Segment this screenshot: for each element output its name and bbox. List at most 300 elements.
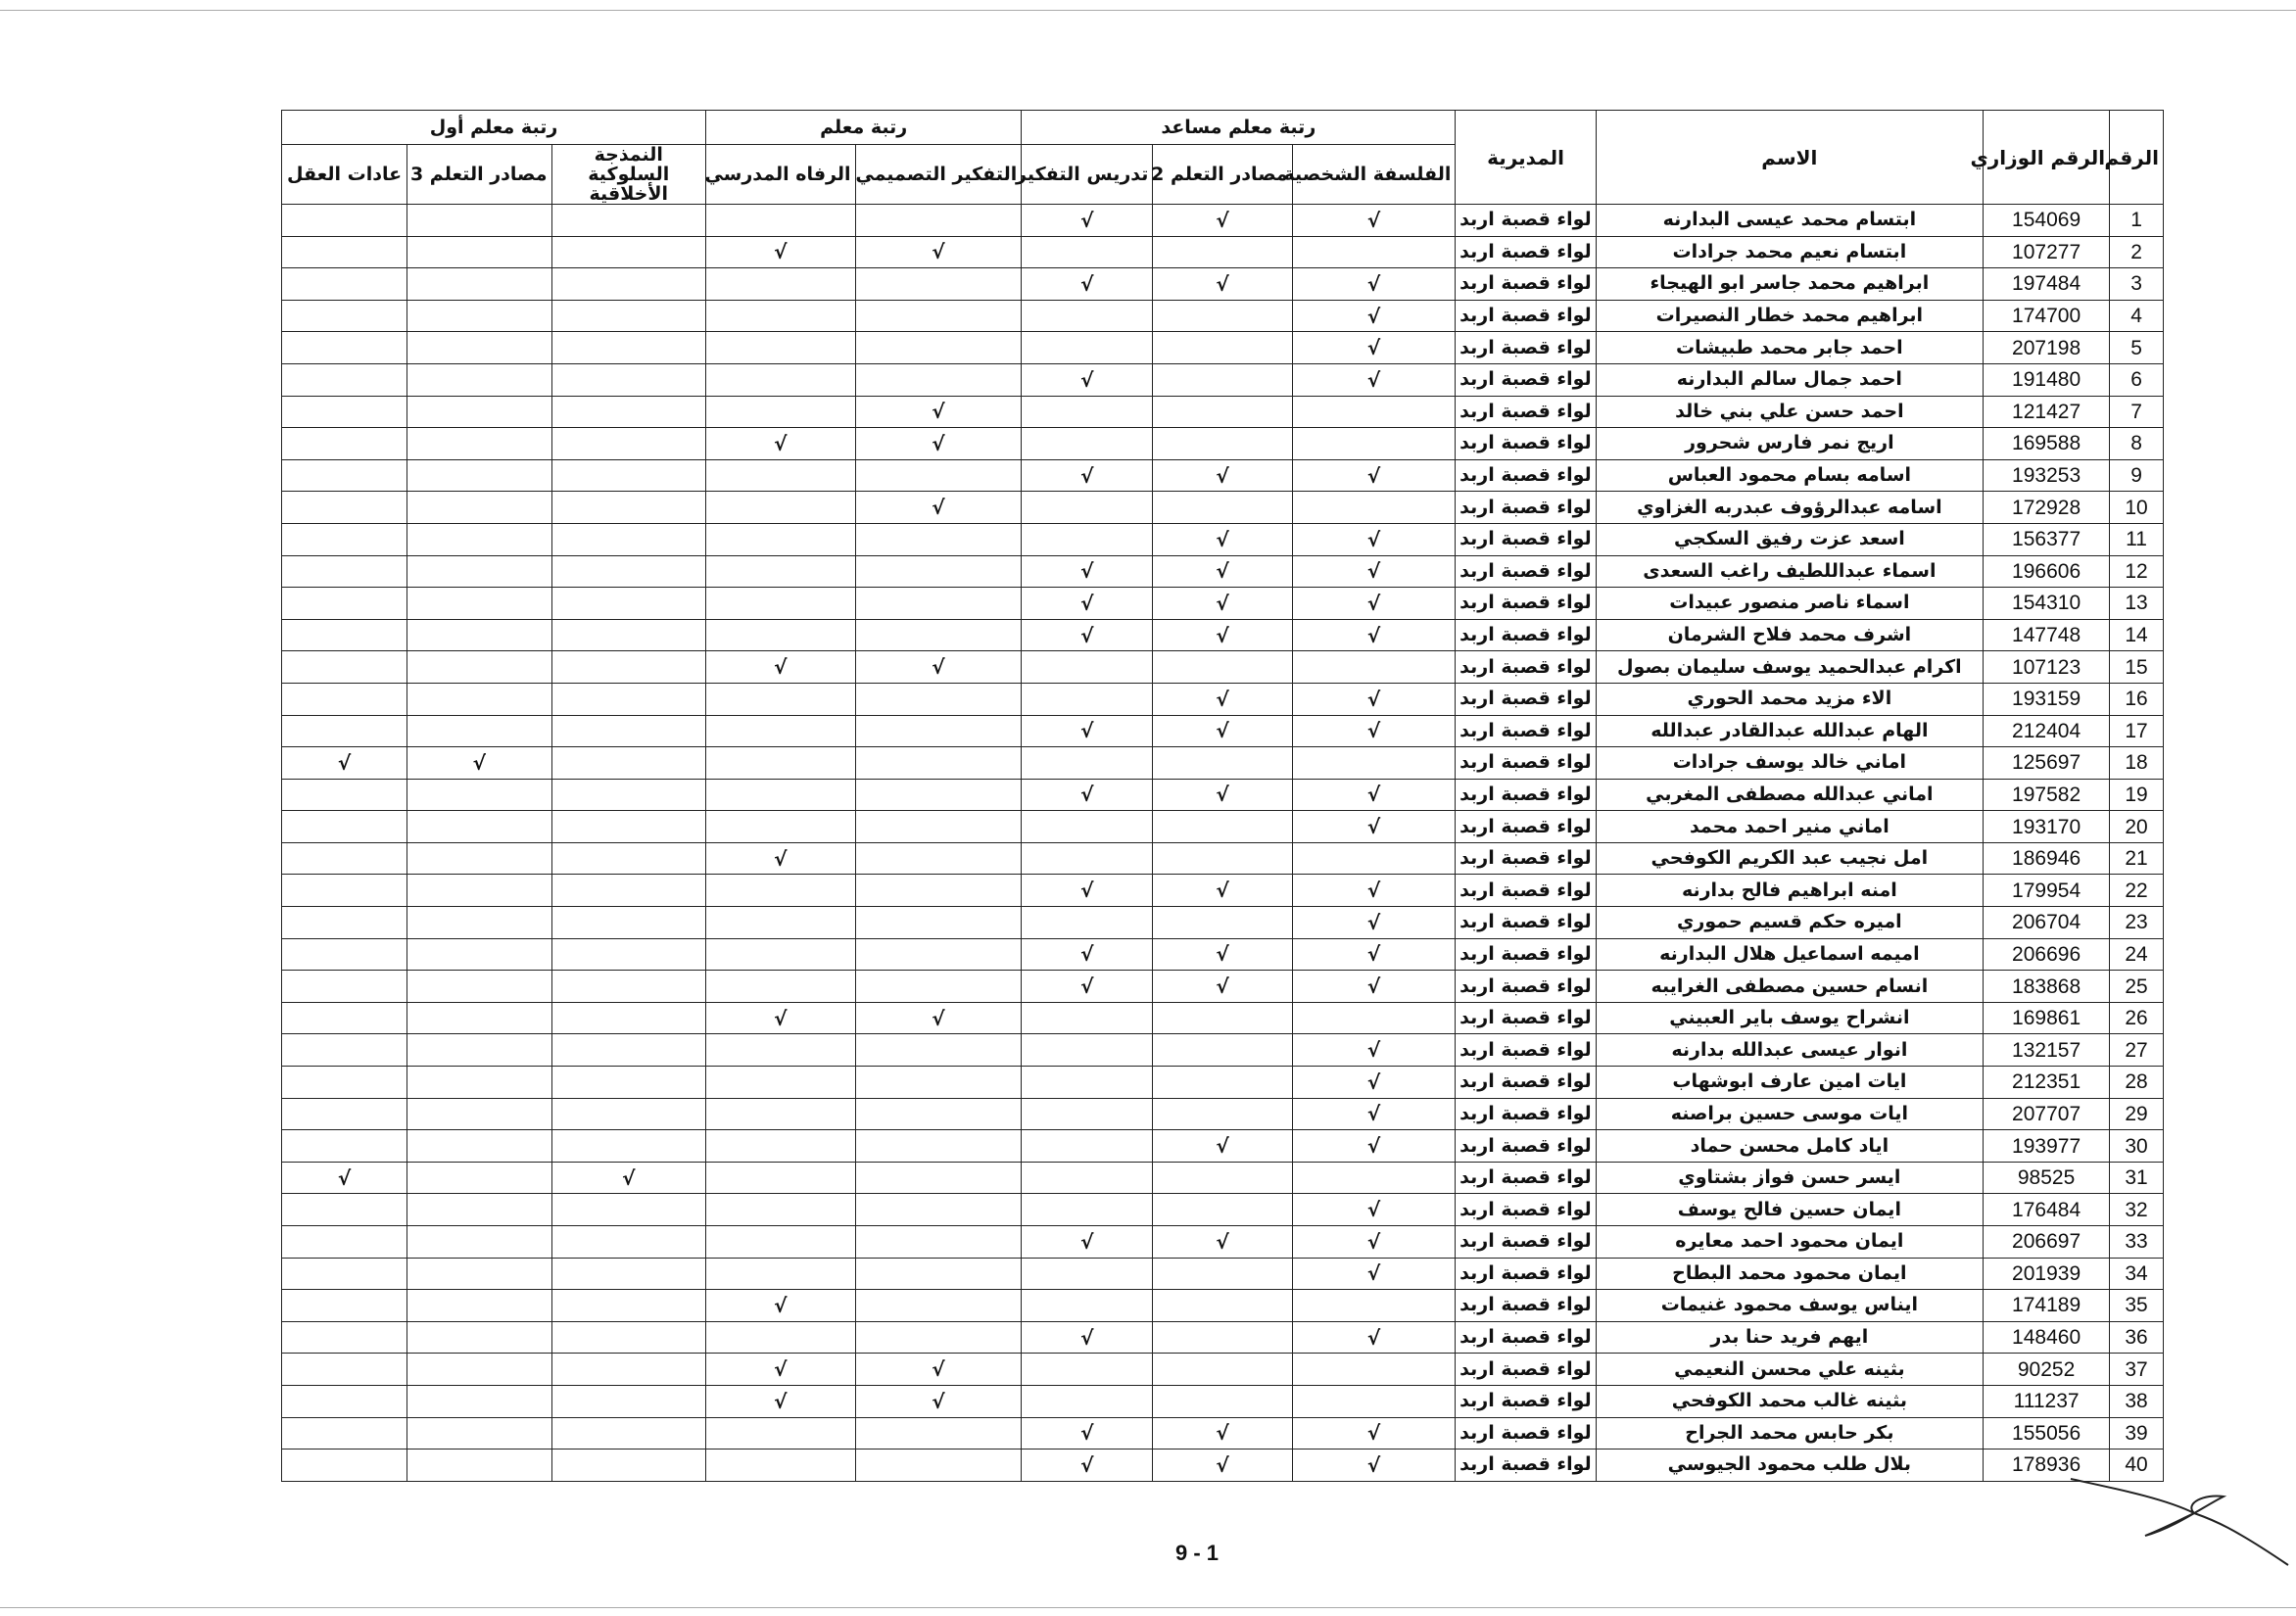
col-header-name: الاسم	[1596, 111, 1983, 205]
cell-name: اماني عبدالله مصطفى المغربي	[1596, 779, 1983, 811]
cell-teaching-thinking: √	[1022, 1226, 1153, 1259]
cell-teaching-thinking: √	[1022, 715, 1153, 747]
cell-design-thinking	[855, 971, 1022, 1003]
table-row	[282, 907, 2164, 939]
cell-school-wellbeing	[706, 332, 855, 364]
cell-ministry-id: 90252	[1984, 1354, 2110, 1386]
cell-school-wellbeing	[706, 1417, 855, 1450]
cell-design-thinking	[855, 1321, 1022, 1354]
cell-ethical-modeling	[551, 842, 706, 875]
cell-seq: 26	[2110, 1002, 2164, 1034]
col-header-teaching-thinking: تدريس التفكير	[1022, 145, 1153, 205]
cell-directorate: لواء قصبة اربد	[1456, 715, 1596, 747]
cell-design-thinking	[855, 1130, 1022, 1163]
cell-learning-sources-3	[407, 1067, 551, 1099]
table-row	[282, 715, 2164, 747]
table-row	[282, 875, 2164, 907]
cell-seq: 16	[2110, 683, 2164, 715]
table-row	[282, 619, 2164, 651]
cell-school-wellbeing	[706, 1034, 855, 1067]
cell-personal-philosophy: √	[1292, 523, 1456, 555]
cell-personal-philosophy: √	[1292, 683, 1456, 715]
cell-seq: 12	[2110, 555, 2164, 588]
cell-design-thinking	[855, 1162, 1022, 1194]
cell-name: احمد حسن علي بني خالد	[1596, 396, 1983, 428]
cell-ethical-modeling	[551, 715, 706, 747]
table-row	[282, 938, 2164, 971]
cell-habits-of-mind	[282, 715, 407, 747]
cell-school-wellbeing	[706, 875, 855, 907]
cell-name: ايهم فريد حنا بدر	[1596, 1321, 1983, 1354]
cell-habits-of-mind	[282, 842, 407, 875]
cell-ministry-id: 176484	[1984, 1194, 2110, 1226]
cell-seq: 32	[2110, 1194, 2164, 1226]
cell-design-thinking	[855, 1450, 1022, 1482]
cell-learning-sources-2: √	[1153, 268, 1292, 301]
cell-seq: 24	[2110, 938, 2164, 971]
cell-ethical-modeling	[551, 459, 706, 492]
cell-seq: 40	[2110, 1450, 2164, 1482]
cell-learning-sources-2: √	[1153, 683, 1292, 715]
col-header-learning-sources-3: مصادر التعلم 3	[407, 145, 551, 205]
cell-directorate: لواء قصبة اربد	[1456, 619, 1596, 651]
cell-teaching-thinking	[1022, 1098, 1153, 1130]
cell-teaching-thinking: √	[1022, 1321, 1153, 1354]
cell-directorate: لواء قصبة اربد	[1456, 236, 1596, 268]
table-row	[282, 555, 2164, 588]
cell-design-thinking: √	[855, 651, 1022, 684]
cell-seq: 8	[2110, 428, 2164, 460]
cell-habits-of-mind	[282, 555, 407, 588]
cell-teaching-thinking	[1022, 683, 1153, 715]
cell-ethical-modeling	[551, 1067, 706, 1099]
cell-ethical-modeling	[551, 747, 706, 780]
page-number: 9 - 1	[1175, 1541, 1220, 1565]
table-row	[282, 1354, 2164, 1386]
cell-directorate: لواء قصبة اربد	[1456, 1130, 1596, 1163]
cell-learning-sources-2	[1153, 363, 1292, 396]
cell-habits-of-mind	[282, 459, 407, 492]
cell-learning-sources-2	[1153, 300, 1292, 332]
cell-design-thinking	[855, 1034, 1022, 1067]
cell-ministry-id: 174700	[1984, 300, 2110, 332]
cell-directorate: لواء قصبة اربد	[1456, 268, 1596, 301]
cell-seq: 6	[2110, 363, 2164, 396]
cell-school-wellbeing	[706, 1226, 855, 1259]
cell-personal-philosophy	[1292, 1162, 1456, 1194]
cell-teaching-thinking	[1022, 811, 1153, 843]
cell-ministry-id: 206697	[1984, 1226, 2110, 1259]
cell-personal-philosophy: √	[1292, 363, 1456, 396]
cell-habits-of-mind	[282, 1067, 407, 1099]
cell-name: بثينه علي محسن النعيمي	[1596, 1354, 1983, 1386]
table-row	[282, 523, 2164, 555]
cell-learning-sources-2	[1153, 747, 1292, 780]
cell-name: اياد كامل محسن حماد	[1596, 1130, 1983, 1163]
cell-learning-sources-3	[407, 683, 551, 715]
cell-name: اميره حكم قسيم حموري	[1596, 907, 1983, 939]
cell-ministry-id: 201939	[1984, 1258, 2110, 1290]
cell-personal-philosophy: √	[1292, 332, 1456, 364]
cell-name: اشرف محمد فلاح الشرمان	[1596, 619, 1983, 651]
cell-personal-philosophy: √	[1292, 1258, 1456, 1290]
cell-school-wellbeing	[706, 205, 855, 237]
cell-design-thinking	[855, 747, 1022, 780]
cell-personal-philosophy: √	[1292, 205, 1456, 237]
cell-ministry-id: 197582	[1984, 779, 2110, 811]
cell-directorate: لواء قصبة اربد	[1456, 363, 1596, 396]
cell-ministry-id: 178936	[1984, 1450, 2110, 1482]
cell-name: احمد جمال سالم البدارنه	[1596, 363, 1983, 396]
cell-learning-sources-3	[407, 1194, 551, 1226]
cell-school-wellbeing	[706, 1194, 855, 1226]
col-header-ministry-id: الرقم الوزاري	[1984, 111, 2110, 205]
cell-ministry-id: 197484	[1984, 268, 2110, 301]
cell-ethical-modeling	[551, 1321, 706, 1354]
cell-ministry-id: 193977	[1984, 1130, 2110, 1163]
cell-school-wellbeing	[706, 1162, 855, 1194]
cell-seq: 30	[2110, 1130, 2164, 1163]
cell-teaching-thinking: √	[1022, 779, 1153, 811]
cell-ethical-modeling	[551, 1290, 706, 1322]
col-header-seq: الرقم	[2110, 111, 2164, 205]
table-row	[282, 1450, 2164, 1482]
cell-seq: 15	[2110, 651, 2164, 684]
cell-directorate: لواء قصبة اربد	[1456, 683, 1596, 715]
cell-ethical-modeling	[551, 875, 706, 907]
cell-school-wellbeing: √	[706, 651, 855, 684]
cell-personal-philosophy: √	[1292, 619, 1456, 651]
cell-school-wellbeing	[706, 1067, 855, 1099]
cell-learning-sources-2	[1153, 1034, 1292, 1067]
cell-name: انشراح يوسف باير العبيني	[1596, 1002, 1983, 1034]
cell-habits-of-mind	[282, 205, 407, 237]
cell-ethical-modeling	[551, 651, 706, 684]
cell-learning-sources-3	[407, 842, 551, 875]
cell-habits-of-mind	[282, 1290, 407, 1322]
cell-habits-of-mind	[282, 875, 407, 907]
cell-seq: 2	[2110, 236, 2164, 268]
table-row	[282, 428, 2164, 460]
cell-ethical-modeling: √	[551, 1162, 706, 1194]
cell-design-thinking	[855, 1067, 1022, 1099]
cell-teaching-thinking: √	[1022, 875, 1153, 907]
cell-directorate: لواء قصبة اربد	[1456, 811, 1596, 843]
cell-school-wellbeing	[706, 523, 855, 555]
cell-directorate: لواء قصبة اربد	[1456, 332, 1596, 364]
cell-learning-sources-3	[407, 1354, 551, 1386]
cell-learning-sources-3	[407, 236, 551, 268]
cell-name: ايمان حسين فالح يوسف	[1596, 1194, 1983, 1226]
cell-seq: 23	[2110, 907, 2164, 939]
cell-directorate: لواء قصبة اربد	[1456, 492, 1596, 524]
cell-teaching-thinking	[1022, 1002, 1153, 1034]
cell-learning-sources-2: √	[1153, 875, 1292, 907]
group-header-assistant-teacher: رتبة معلم مساعد	[1022, 111, 1456, 145]
table-row	[282, 1194, 2164, 1226]
cell-design-thinking: √	[855, 1385, 1022, 1417]
cell-seq: 11	[2110, 523, 2164, 555]
cell-personal-philosophy: √	[1292, 1034, 1456, 1067]
cell-name: ايات موسى حسين براصنه	[1596, 1098, 1983, 1130]
cell-ethical-modeling	[551, 236, 706, 268]
cell-school-wellbeing	[706, 459, 855, 492]
bottom-scan-edge	[0, 1607, 2296, 1608]
cell-learning-sources-2: √	[1153, 971, 1292, 1003]
table-row	[282, 492, 2164, 524]
cell-learning-sources-3	[407, 1450, 551, 1482]
cell-seq: 20	[2110, 811, 2164, 843]
table-row	[282, 1290, 2164, 1322]
cell-seq: 38	[2110, 1385, 2164, 1417]
cell-school-wellbeing	[706, 492, 855, 524]
cell-school-wellbeing	[706, 588, 855, 620]
table-row	[282, 1385, 2164, 1417]
cell-name: الهام عبدالله عبدالقادر عبدالله	[1596, 715, 1983, 747]
cell-learning-sources-3	[407, 1226, 551, 1259]
cell-teaching-thinking: √	[1022, 588, 1153, 620]
cell-seq: 4	[2110, 300, 2164, 332]
cell-directorate: لواء قصبة اربد	[1456, 205, 1596, 237]
cell-seq: 18	[2110, 747, 2164, 780]
cell-learning-sources-3	[407, 971, 551, 1003]
cell-seq: 10	[2110, 492, 2164, 524]
cell-personal-philosophy: √	[1292, 875, 1456, 907]
cell-teaching-thinking	[1022, 1162, 1153, 1194]
cell-design-thinking	[855, 363, 1022, 396]
cell-seq: 1	[2110, 205, 2164, 237]
cell-habits-of-mind	[282, 1034, 407, 1067]
cell-ministry-id: 212351	[1984, 1067, 2110, 1099]
cell-directorate: لواء قصبة اربد	[1456, 1258, 1596, 1290]
cell-design-thinking	[855, 459, 1022, 492]
table-row	[282, 1002, 2164, 1034]
cell-name: بثينه غالب محمد الكوفحي	[1596, 1385, 1983, 1417]
cell-habits-of-mind	[282, 1450, 407, 1482]
cell-design-thinking	[855, 1194, 1022, 1226]
cell-ministry-id: 107277	[1984, 236, 2110, 268]
cell-ministry-id: 148460	[1984, 1321, 2110, 1354]
cell-school-wellbeing	[706, 779, 855, 811]
cell-school-wellbeing: √	[706, 428, 855, 460]
cell-ministry-id: 154069	[1984, 205, 2110, 237]
cell-learning-sources-2	[1153, 1067, 1292, 1099]
top-scan-edge	[0, 10, 2296, 11]
table-row	[282, 1067, 2164, 1099]
cell-ministry-id: 193159	[1984, 683, 2110, 715]
table-row	[282, 747, 2164, 780]
cell-learning-sources-3	[407, 555, 551, 588]
cell-school-wellbeing	[706, 396, 855, 428]
cell-name: ايمان محمود محمد البطاح	[1596, 1258, 1983, 1290]
cell-learning-sources-3	[407, 300, 551, 332]
signature-mark	[2057, 1459, 2292, 1577]
cell-teaching-thinking	[1022, 428, 1153, 460]
cell-school-wellbeing	[706, 1130, 855, 1163]
col-header-school-wellbeing: الرفاه المدرسي	[706, 145, 855, 205]
cell-ministry-id: 206704	[1984, 907, 2110, 939]
cell-directorate: لواء قصبة اربد	[1456, 1002, 1596, 1034]
cell-teaching-thinking	[1022, 236, 1153, 268]
cell-seq: 37	[2110, 1354, 2164, 1386]
cell-ministry-id: 107123	[1984, 651, 2110, 684]
cell-ministry-id: 212404	[1984, 715, 2110, 747]
cell-ministry-id: 179954	[1984, 875, 2110, 907]
cell-name: اكرام عبدالحميد يوسف سليمان بصول	[1596, 651, 1983, 684]
cell-school-wellbeing	[706, 683, 855, 715]
cell-teaching-thinking: √	[1022, 268, 1153, 301]
cell-habits-of-mind: √	[282, 747, 407, 780]
cell-design-thinking	[855, 907, 1022, 939]
cell-name: احمد جابر محمد طبيشات	[1596, 332, 1983, 364]
cell-learning-sources-3	[407, 1130, 551, 1163]
cell-personal-philosophy: √	[1292, 555, 1456, 588]
cell-ethical-modeling	[551, 428, 706, 460]
cell-learning-sources-3	[407, 428, 551, 460]
cell-personal-philosophy	[1292, 1385, 1456, 1417]
cell-name: اماني خالد يوسف جرادات	[1596, 747, 1983, 780]
cell-ethical-modeling	[551, 1034, 706, 1067]
cell-ministry-id: 147748	[1984, 619, 2110, 651]
cell-ministry-id: 132157	[1984, 1034, 2110, 1067]
cell-school-wellbeing	[706, 1098, 855, 1130]
table-row	[282, 971, 2164, 1003]
cell-school-wellbeing	[706, 1450, 855, 1482]
cell-design-thinking: √	[855, 492, 1022, 524]
cell-ethical-modeling	[551, 1194, 706, 1226]
cell-learning-sources-3	[407, 811, 551, 843]
cell-ethical-modeling	[551, 971, 706, 1003]
cell-name: الاء مزيد محمد الحوري	[1596, 683, 1983, 715]
cell-name: ايمان محمود احمد معايره	[1596, 1226, 1983, 1259]
cell-personal-philosophy: √	[1292, 1321, 1456, 1354]
cell-name: اسامه بسام محمود العباس	[1596, 459, 1983, 492]
cell-learning-sources-3	[407, 907, 551, 939]
cell-seq: 19	[2110, 779, 2164, 811]
table-row	[282, 683, 2164, 715]
cell-learning-sources-2: √	[1153, 715, 1292, 747]
cell-personal-philosophy	[1292, 1354, 1456, 1386]
cell-ethical-modeling	[551, 268, 706, 301]
cell-habits-of-mind	[282, 1002, 407, 1034]
cell-habits-of-mind	[282, 1258, 407, 1290]
cell-design-thinking	[855, 875, 1022, 907]
cell-seq: 9	[2110, 459, 2164, 492]
cell-school-wellbeing	[706, 300, 855, 332]
cell-learning-sources-3	[407, 1417, 551, 1450]
col-header-design-thinking: التفكير التصميمي	[855, 145, 1022, 205]
cell-personal-philosophy: √	[1292, 1194, 1456, 1226]
cell-personal-philosophy: √	[1292, 971, 1456, 1003]
cell-teaching-thinking	[1022, 492, 1153, 524]
table-row	[282, 811, 2164, 843]
cell-learning-sources-2	[1153, 428, 1292, 460]
cell-ethical-modeling	[551, 1130, 706, 1163]
cell-ethical-modeling	[551, 1226, 706, 1259]
cell-directorate: لواء قصبة اربد	[1456, 555, 1596, 588]
cell-school-wellbeing	[706, 1258, 855, 1290]
cell-seq: 13	[2110, 588, 2164, 620]
cell-learning-sources-3	[407, 363, 551, 396]
cell-design-thinking	[855, 715, 1022, 747]
cell-ministry-id: 156377	[1984, 523, 2110, 555]
cell-ethical-modeling	[551, 1002, 706, 1034]
cell-personal-philosophy: √	[1292, 268, 1456, 301]
cell-learning-sources-3	[407, 1162, 551, 1194]
cell-name: ابراهيم محمد خطار النصيرات	[1596, 300, 1983, 332]
cell-design-thinking	[855, 1258, 1022, 1290]
table-row	[282, 588, 2164, 620]
col-header-personal-philosophy: الفلسفة الشخصية	[1292, 145, 1456, 205]
cell-teaching-thinking: √	[1022, 971, 1153, 1003]
table-row	[282, 300, 2164, 332]
cell-school-wellbeing: √	[706, 842, 855, 875]
cell-learning-sources-2: √	[1153, 779, 1292, 811]
cell-school-wellbeing: √	[706, 236, 855, 268]
cell-directorate: لواء قصبة اربد	[1456, 1098, 1596, 1130]
cell-learning-sources-3	[407, 875, 551, 907]
cell-learning-sources-2: √	[1153, 205, 1292, 237]
cell-learning-sources-3	[407, 779, 551, 811]
cell-ministry-id: 206696	[1984, 938, 2110, 971]
cell-directorate: لواء قصبة اربد	[1456, 842, 1596, 875]
cell-school-wellbeing: √	[706, 1290, 855, 1322]
cell-teaching-thinking	[1022, 523, 1153, 555]
cell-design-thinking	[855, 205, 1022, 237]
cell-seq: 22	[2110, 875, 2164, 907]
cell-learning-sources-2	[1153, 492, 1292, 524]
cell-directorate: لواء قصبة اربد	[1456, 938, 1596, 971]
cell-ministry-id: 193170	[1984, 811, 2110, 843]
cell-learning-sources-2	[1153, 651, 1292, 684]
cell-learning-sources-2: √	[1153, 938, 1292, 971]
cell-habits-of-mind	[282, 619, 407, 651]
cell-directorate: لواء قصبة اربد	[1456, 971, 1596, 1003]
cell-ministry-id: 155056	[1984, 1417, 2110, 1450]
table-row	[282, 651, 2164, 684]
cell-ethical-modeling	[551, 683, 706, 715]
cell-ethical-modeling	[551, 1258, 706, 1290]
cell-ethical-modeling	[551, 332, 706, 364]
col-header-habits-of-mind: عادات العقل	[282, 145, 407, 205]
cell-learning-sources-3	[407, 332, 551, 364]
cell-teaching-thinking: √	[1022, 555, 1153, 588]
cell-school-wellbeing	[706, 1321, 855, 1354]
cell-ministry-id: 186946	[1984, 842, 2110, 875]
cell-name: امنه ابراهيم فالح بدارنه	[1596, 875, 1983, 907]
cell-personal-philosophy: √	[1292, 459, 1456, 492]
cell-learning-sources-3	[407, 268, 551, 301]
col-header-learning-sources-2: مصادر التعلم 2	[1153, 145, 1292, 205]
cell-ministry-id: 154310	[1984, 588, 2110, 620]
cell-directorate: لواء قصبة اربد	[1456, 1290, 1596, 1322]
cell-directorate: لواء قصبة اربد	[1456, 1162, 1596, 1194]
cell-seq: 35	[2110, 1290, 2164, 1322]
cell-directorate: لواء قصبة اربد	[1456, 1226, 1596, 1259]
cell-school-wellbeing	[706, 715, 855, 747]
cell-learning-sources-2	[1153, 236, 1292, 268]
cell-habits-of-mind	[282, 1385, 407, 1417]
cell-directorate: لواء قصبة اربد	[1456, 875, 1596, 907]
cell-habits-of-mind	[282, 683, 407, 715]
cell-name: اسعد عزت رفيق السكجي	[1596, 523, 1983, 555]
cell-ministry-id: 191480	[1984, 363, 2110, 396]
cell-teaching-thinking: √	[1022, 205, 1153, 237]
cell-learning-sources-2: √	[1153, 1130, 1292, 1163]
cell-teaching-thinking	[1022, 651, 1153, 684]
cell-ministry-id: 121427	[1984, 396, 2110, 428]
cell-directorate: لواء قصبة اربد	[1456, 1194, 1596, 1226]
